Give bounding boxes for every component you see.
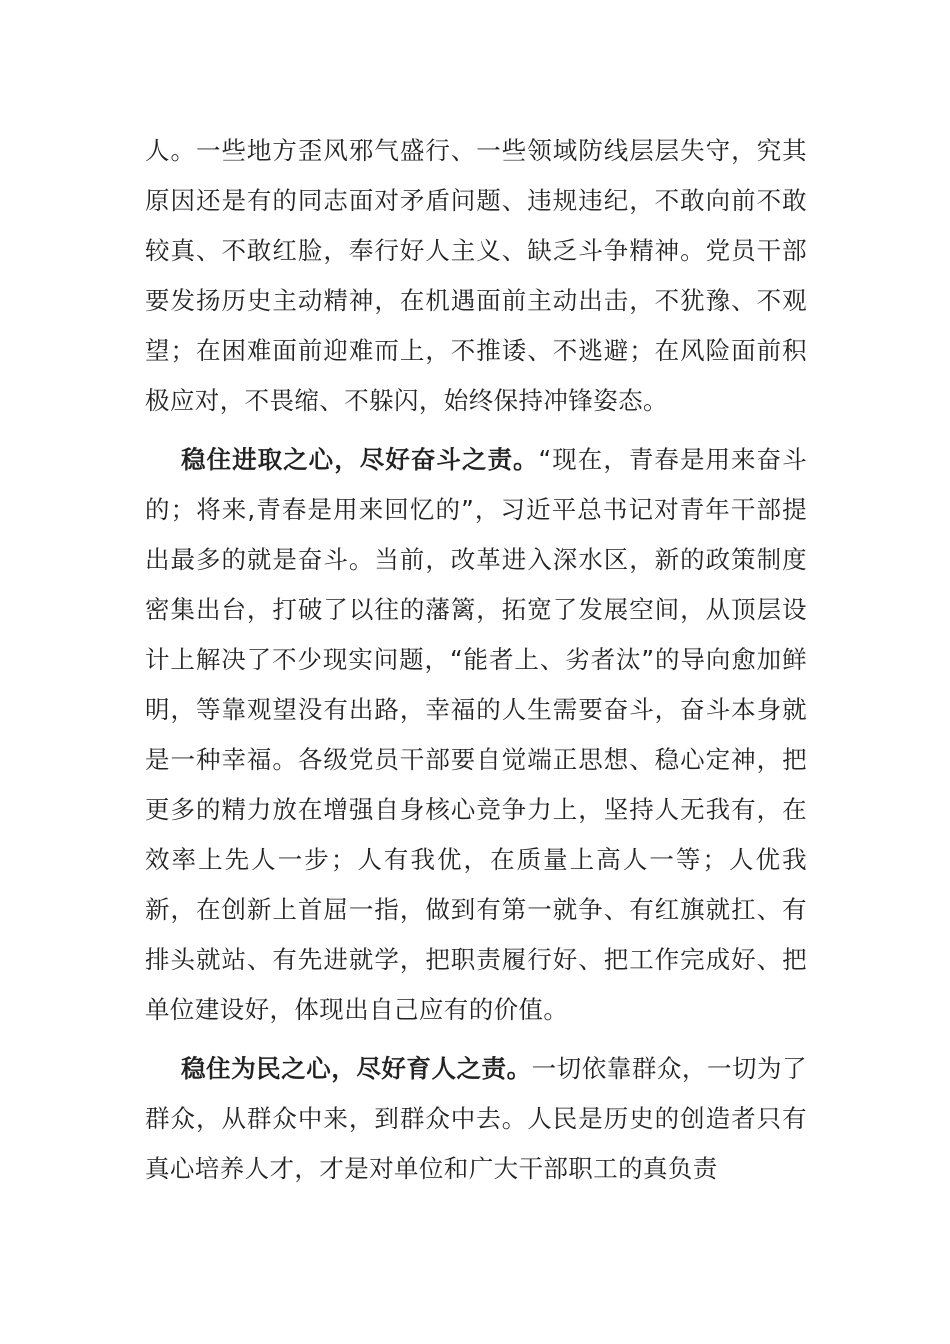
- paragraph-2-lead: 稳住进取之心，尽好奋斗之责。: [181, 445, 539, 474]
- paragraph-2-text: “现在，青春是用来奋斗的；将来,青春是用来回忆的”，习近平总书记对青年干部提出最多的就是奋斗。当前，改革进入深水区，新的政策制度密集出台，打破了以往的藩篱，拓宽了发展空间，从顶层设计上解决了不少现实问题，“能者上、劣者汰”的导向愈加鲜明，等靠观望没有出路，幸福的人生需要奋斗，奋斗本身就是一种幸福。各级党员干部要自觉端正思想、稳心定神，把更多的精力放在增强自身核心竞争力上，坚持人无我有，在效率上先人一步；人有我优，在质量上高人一等；人优我新，在创新上首屈一指，做到有第一就争、有红旗就扛、有排头就站、有先进就学，把职责履行好、把工作完成好、把单位建设好，体现出自己应有的价值。: [145, 445, 807, 1024]
- paragraph-1: [145, 126, 807, 426]
- paragraph-1-text: 人。一些地方歪风邪气盛行、一些领域防线层层失守，究其原因还是有的同志面对矛盾问题、违规违纪，不敢向前不敢较真、不敢红脸，奉行好人主义、缺乏斗争精神。党员干部要发扬历史主动精神，在机遇面前主动出击，不犹豫、不观望；在困难面前迎难而上，不推诿、不逃避；在风险面前积极应对，不畏缩、不躲闪，始终保持冲锋姿态。: [145, 136, 807, 415]
- document-page: [145, 126, 807, 1203]
- paragraph-3-text: 一切依靠群众，一切为了群众，从群众中来，到群众中去。人民是历史的创造者只有真心培养人才，才是对单位和广大干部职工的真负责: [145, 1054, 807, 1183]
- paragraph-3-lead: 稳住为民之心，尽好育人之责。: [181, 1054, 532, 1083]
- paragraph-3: [145, 1044, 807, 1194]
- paragraph-2: [145, 435, 807, 1035]
